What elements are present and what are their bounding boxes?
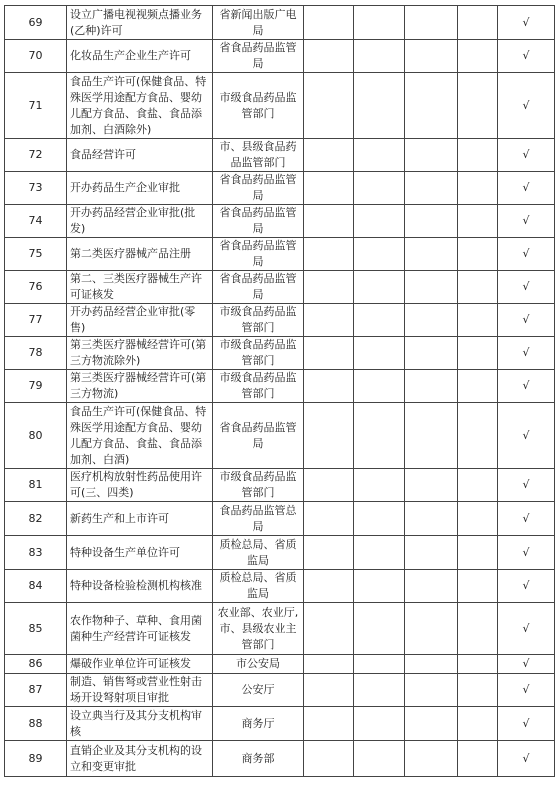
item-name: 第三类医疗器械经营许可(第三方物流除外)	[67, 337, 213, 370]
item-name: 食品生产许可(保健食品、特殊医学用途配方食品、婴幼儿配方食品、食盐、食品添加剂、白酒)	[67, 403, 213, 469]
table-row	[5, 403, 555, 469]
item-number: 80	[5, 403, 67, 469]
item-number: 74	[5, 205, 67, 238]
item-name: 第二类医疗器械产品注册	[67, 238, 213, 271]
empty-cell	[405, 502, 458, 536]
empty-cell	[405, 741, 458, 777]
item-number: 77	[5, 304, 67, 337]
empty-cell	[304, 304, 354, 337]
item-name: 特种设备检验检测机构核准	[67, 570, 213, 603]
empty-cell	[458, 73, 498, 139]
approval-items-table	[4, 5, 555, 777]
table-row	[5, 741, 555, 777]
empty-cell	[304, 741, 354, 777]
item-name: 化妆品生产企业生产许可	[67, 40, 213, 73]
checkmark-cell: √	[498, 6, 555, 40]
empty-cell	[304, 674, 354, 707]
empty-cell	[458, 741, 498, 777]
empty-cell	[405, 40, 458, 73]
item-number: 89	[5, 741, 67, 777]
item-department: 省食品药品监管局	[213, 403, 304, 469]
empty-cell	[405, 536, 458, 570]
item-number: 69	[5, 6, 67, 40]
empty-cell	[354, 403, 405, 469]
empty-cell	[304, 205, 354, 238]
empty-cell	[354, 469, 405, 502]
item-name: 直销企业及其分支机构的设立和变更审批	[67, 741, 213, 777]
item-number: 87	[5, 674, 67, 707]
empty-cell	[405, 238, 458, 271]
item-number: 71	[5, 73, 67, 139]
table-row	[5, 707, 555, 741]
empty-cell	[458, 603, 498, 655]
empty-cell	[354, 570, 405, 603]
item-number: 75	[5, 238, 67, 271]
empty-cell	[354, 655, 405, 674]
item-name: 设立典当行及其分支机构审核	[67, 707, 213, 741]
empty-cell	[458, 502, 498, 536]
item-name: 食品经营许可	[67, 139, 213, 172]
checkmark-cell: √	[498, 403, 555, 469]
empty-cell	[304, 403, 354, 469]
table-row	[5, 655, 555, 674]
checkmark-cell: √	[498, 603, 555, 655]
checkmark-cell: √	[498, 40, 555, 73]
table-row	[5, 172, 555, 205]
table-row	[5, 139, 555, 172]
empty-cell	[304, 238, 354, 271]
table-row	[5, 271, 555, 304]
checkmark-cell: √	[498, 469, 555, 502]
empty-cell	[405, 337, 458, 370]
checkmark-cell: √	[498, 304, 555, 337]
empty-cell	[304, 707, 354, 741]
empty-cell	[405, 403, 458, 469]
item-name: 特种设备生产单位许可	[67, 536, 213, 570]
item-name: 爆破作业单位许可证核发	[67, 655, 213, 674]
item-department: 省食品药品监管局	[213, 40, 304, 73]
empty-cell	[405, 139, 458, 172]
table-row	[5, 40, 555, 73]
empty-cell	[405, 172, 458, 205]
empty-cell	[304, 139, 354, 172]
item-department: 省食品药品监管局	[213, 172, 304, 205]
item-department: 食品药品监管总局	[213, 502, 304, 536]
item-number: 72	[5, 139, 67, 172]
empty-cell	[304, 370, 354, 403]
empty-cell	[304, 469, 354, 502]
table-row	[5, 73, 555, 139]
table-row	[5, 304, 555, 337]
item-name: 第二、三类医疗器械生产许可证核发	[67, 271, 213, 304]
checkmark-cell: √	[498, 370, 555, 403]
empty-cell	[304, 603, 354, 655]
empty-cell	[405, 603, 458, 655]
empty-cell	[458, 469, 498, 502]
empty-cell	[354, 536, 405, 570]
empty-cell	[405, 370, 458, 403]
empty-cell	[458, 370, 498, 403]
table-row	[5, 238, 555, 271]
item-department: 市、县级食品药品监管部门	[213, 139, 304, 172]
empty-cell	[405, 655, 458, 674]
table-row	[5, 570, 555, 603]
item-department: 质检总局、省质监局	[213, 536, 304, 570]
empty-cell	[304, 271, 354, 304]
item-number: 84	[5, 570, 67, 603]
empty-cell	[304, 536, 354, 570]
item-number: 73	[5, 172, 67, 205]
empty-cell	[354, 172, 405, 205]
empty-cell	[458, 238, 498, 271]
empty-cell	[304, 502, 354, 536]
item-department: 商务部	[213, 741, 304, 777]
empty-cell	[354, 6, 405, 40]
checkmark-cell: √	[498, 172, 555, 205]
item-department: 省食品药品监管局	[213, 238, 304, 271]
item-number: 78	[5, 337, 67, 370]
item-department: 市级食品药品监管部门	[213, 370, 304, 403]
item-name: 开办药品经营企业审批(批发)	[67, 205, 213, 238]
empty-cell	[458, 674, 498, 707]
empty-cell	[458, 707, 498, 741]
empty-cell	[458, 570, 498, 603]
empty-cell	[405, 674, 458, 707]
checkmark-cell: √	[498, 271, 555, 304]
empty-cell	[458, 139, 498, 172]
item-number: 70	[5, 40, 67, 73]
checkmark-cell: √	[498, 73, 555, 139]
empty-cell	[458, 40, 498, 73]
empty-cell	[405, 205, 458, 238]
empty-cell	[354, 370, 405, 403]
item-name: 农作物种子、草种、食用菌菌种生产经营许可证核发	[67, 603, 213, 655]
empty-cell	[458, 172, 498, 205]
empty-cell	[458, 403, 498, 469]
empty-cell	[354, 741, 405, 777]
item-name: 设立广播电视视频点播业务(乙种)许可	[67, 6, 213, 40]
empty-cell	[354, 603, 405, 655]
empty-cell	[304, 73, 354, 139]
item-number: 85	[5, 603, 67, 655]
item-name: 开办药品生产企业审批	[67, 172, 213, 205]
item-department: 市级食品药品监管部门	[213, 304, 304, 337]
item-department: 市级食品药品监管部门	[213, 469, 304, 502]
empty-cell	[354, 707, 405, 741]
item-department: 省食品药品监管局	[213, 271, 304, 304]
checkmark-cell: √	[498, 337, 555, 370]
empty-cell	[354, 139, 405, 172]
item-number: 82	[5, 502, 67, 536]
empty-cell	[405, 707, 458, 741]
table-row	[5, 337, 555, 370]
item-department: 省食品药品监管局	[213, 205, 304, 238]
empty-cell	[354, 502, 405, 536]
item-name: 新药生产和上市许可	[67, 502, 213, 536]
item-name: 医疗机构放射性药品使用许可(三、四类)	[67, 469, 213, 502]
empty-cell	[354, 271, 405, 304]
empty-cell	[304, 337, 354, 370]
empty-cell	[458, 6, 498, 40]
table-row	[5, 205, 555, 238]
checkmark-cell: √	[498, 570, 555, 603]
empty-cell	[405, 304, 458, 337]
empty-cell	[354, 674, 405, 707]
table-row	[5, 536, 555, 570]
empty-cell	[458, 304, 498, 337]
item-number: 79	[5, 370, 67, 403]
empty-cell	[354, 73, 405, 139]
item-department: 省新闻出版广电局	[213, 6, 304, 40]
checkmark-cell: √	[498, 536, 555, 570]
empty-cell	[405, 73, 458, 139]
empty-cell	[354, 40, 405, 73]
item-number: 88	[5, 707, 67, 741]
empty-cell	[304, 172, 354, 205]
table-row	[5, 469, 555, 502]
empty-cell	[405, 271, 458, 304]
empty-cell	[458, 536, 498, 570]
empty-cell	[354, 337, 405, 370]
item-name: 制造、销售弩或营业性射击场开设弩射项目审批	[67, 674, 213, 707]
empty-cell	[458, 205, 498, 238]
empty-cell	[304, 6, 354, 40]
item-number: 86	[5, 655, 67, 674]
checkmark-cell: √	[498, 655, 555, 674]
checkmark-cell: √	[498, 674, 555, 707]
item-department: 公安厅	[213, 674, 304, 707]
empty-cell	[304, 655, 354, 674]
empty-cell	[405, 469, 458, 502]
item-name: 第三类医疗器械经营许可(第三方物流)	[67, 370, 213, 403]
checkmark-cell: √	[498, 238, 555, 271]
item-department: 农业部、农业厅,市、县级农业主管部门	[213, 603, 304, 655]
item-department: 市级食品药品监管部门	[213, 337, 304, 370]
table-row	[5, 502, 555, 536]
item-number: 83	[5, 536, 67, 570]
empty-cell	[458, 271, 498, 304]
empty-cell	[304, 40, 354, 73]
checkmark-cell: √	[498, 139, 555, 172]
empty-cell	[354, 238, 405, 271]
empty-cell	[405, 570, 458, 603]
empty-cell	[354, 205, 405, 238]
item-name: 食品生产许可(保健食品、特殊医学用途配方食品、婴幼儿配方食品、食盐、食品添加剂、白酒除外)	[67, 73, 213, 139]
empty-cell	[458, 655, 498, 674]
checkmark-cell: √	[498, 707, 555, 741]
empty-cell	[405, 6, 458, 40]
item-number: 76	[5, 271, 67, 304]
item-department: 市公安局	[213, 655, 304, 674]
item-number: 81	[5, 469, 67, 502]
item-name: 开办药品经营企业审批(零售)	[67, 304, 213, 337]
table-row	[5, 370, 555, 403]
item-department: 商务厅	[213, 707, 304, 741]
table-body	[5, 6, 555, 777]
checkmark-cell: √	[498, 205, 555, 238]
table-row	[5, 6, 555, 40]
empty-cell	[304, 570, 354, 603]
table-row	[5, 603, 555, 655]
empty-cell	[458, 337, 498, 370]
empty-cell	[354, 304, 405, 337]
checkmark-cell: √	[498, 502, 555, 536]
item-department: 市级食品药品监管部门	[213, 73, 304, 139]
checkmark-cell: √	[498, 741, 555, 777]
item-department: 质检总局、省质监局	[213, 570, 304, 603]
table-row	[5, 674, 555, 707]
